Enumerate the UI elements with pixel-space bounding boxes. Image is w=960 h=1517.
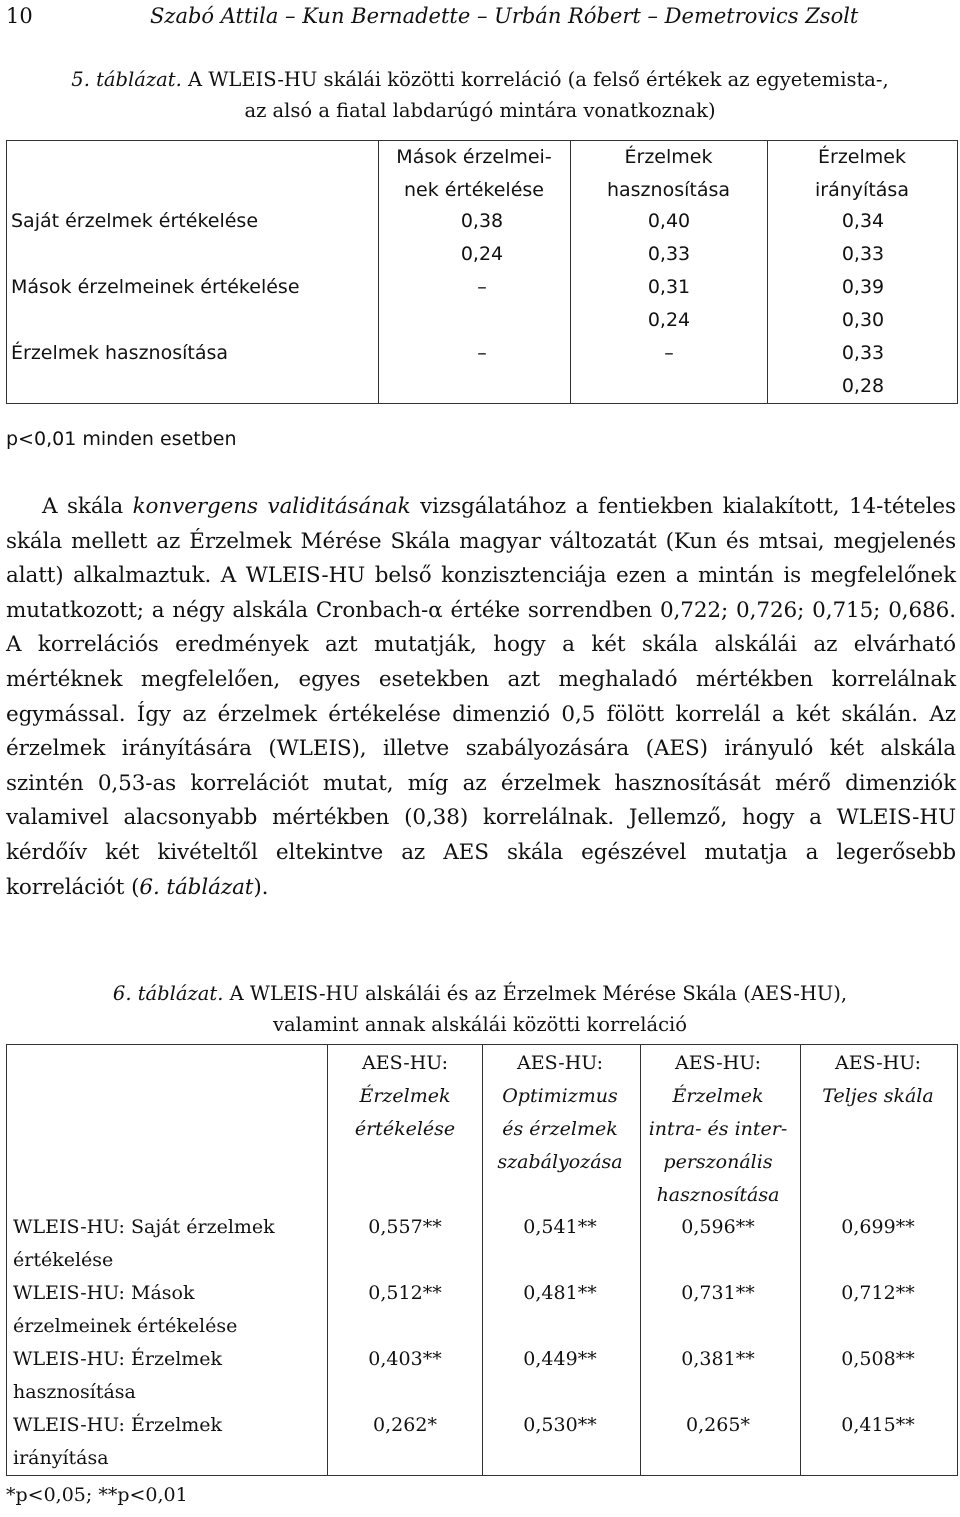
table6-divider: [640, 1045, 641, 1475]
emphasis: konvergens validitásának: [132, 494, 411, 519]
table5-cell: 0,38 0,24: [460, 210, 504, 265]
table-reference: 6. táblázat: [139, 874, 254, 900]
table6-cell: 0,530**: [523, 1414, 597, 1436]
table5-col-header: Érzelmek hasznosítása: [606, 146, 731, 201]
table6-label: 6. táblázat.: [112, 982, 224, 1005]
table6-caption: [0, 978, 960, 1040]
table6-cell: 0,699**: [841, 1216, 915, 1238]
table6-cell: 0,508**: [841, 1348, 915, 1370]
table5-caption: [0, 64, 960, 126]
table5-caption-line1: 5. táblázat. A WLEIS-HU skálái közötti korreláció (a felső értékek az egyetemista-,: [71, 68, 889, 91]
table6-cell: 0,712**: [841, 1282, 915, 1304]
table6-row-label: WLEIS-HU: Mások érzelmeinek értékelése: [13, 1282, 238, 1337]
table5-caption-line2: az alsó a fiatal labdarúgó mintára vonatkoznak): [244, 99, 716, 122]
table5-cell: 0,34 0,33: [841, 210, 885, 265]
table6-cell: 0,512**: [368, 1282, 442, 1304]
table6-cell: 0,415**: [841, 1414, 915, 1436]
table6-caption-line1: 6. táblázat. A WLEIS-HU alskálái és az Érzelmek Mérése Skála (AES-HU),: [112, 982, 848, 1005]
table6-row-label: WLEIS-HU: Érzelmek hasznosítása: [13, 1348, 223, 1403]
table6-row-label: WLEIS-HU: Érzelmek irányítása: [13, 1414, 223, 1469]
table6-cell: 0,596**: [681, 1216, 755, 1238]
table5-cell: –: [477, 276, 487, 298]
table6-col-header: AES-HU: Optimizmus és érzelmek szabályozása: [497, 1052, 623, 1173]
table6-divider: [800, 1045, 801, 1475]
body-paragraph: [6, 490, 956, 905]
table6-row-label: WLEIS-HU: Saját érzelmek értékelése: [13, 1216, 275, 1271]
table6-cell: 0,449**: [523, 1348, 597, 1370]
table6-cell: 0,481**: [523, 1282, 597, 1304]
table6: [6, 1044, 958, 1476]
table6-col-header: AES-HU: Érzelmek értékelése: [354, 1052, 456, 1140]
table5: [6, 140, 958, 404]
table5-cell: 0,39 0,30: [841, 276, 885, 331]
table6-divider: [482, 1045, 483, 1475]
table5-cell: –: [664, 342, 674, 364]
table6-cell: 0,731**: [681, 1282, 755, 1304]
table5-cell: 0,31 0,24: [647, 276, 691, 331]
page-number: 10: [6, 4, 33, 28]
table6-cell: 0,541**: [523, 1216, 597, 1238]
table5-col-header: Mások érzelmei- nek értékelése: [396, 146, 552, 201]
table5-col-header: Érzelmek irányítása: [815, 146, 909, 201]
running-header: [0, 4, 960, 34]
table6-cell: 0,262*: [373, 1414, 437, 1436]
table6-col-header: AES-HU: Teljes skála: [822, 1052, 934, 1107]
table5-cell: 0,33 0,28: [841, 342, 885, 397]
running-head-authors: Szabó Attila – Kun Bernadette – Urbán Róbert – Demetrovics Zsolt: [150, 4, 859, 28]
table6-caption-line2: valamint annak alskálái közötti korreláció: [273, 1013, 687, 1036]
table6-cell: 0,557**: [368, 1216, 442, 1238]
table6-cell: 0,403**: [368, 1348, 442, 1370]
table5-cell: –: [477, 342, 487, 364]
table6-cell: 0,265*: [686, 1414, 750, 1436]
table5-row-label: Mások érzelmeinek értékelése: [11, 276, 300, 298]
table5-row-label: Saját érzelmek értékelése: [11, 210, 259, 232]
table5-cell: 0,40 0,33: [647, 210, 691, 265]
table5-note: p<0,01 minden esetben: [6, 428, 237, 450]
table6-note: *p<0,05; **p<0,01: [6, 1484, 188, 1506]
paragraph: A skála konvergens validitásának vizsgálatához a fentiekben kialakított, 14-tételes skála mellett az Érzelmek Mérése Skála magyar változatát (Kun és mtsai, megjelenés alatt) alkalmaztuk. A WLEIS-HU belső konzisztenciája ezen a mintán is megfelelőnek mutatkozott; a négy alskála Cronbach-α értéke sorrendben 0,722; 0,726; 0,715; 0,686. A korrelációs eredmények azt mutatják, hogy a két skála alskálái az elvárható mértéknek megfelelően, egyes esetekben azt meghaladó mértékben korrelálnak egymással. Így az érzelmek értékelése dimenzió 0,5 fölött korrelál a két skálán. Az érzelmek irányítására (WLEIS), illetve szabályozására (AES) irányuló két alskála szintén 0,53-as korrelációt mutat, míg az érzelmek hasznosítását mérő dimenziók valamivel alacsonyabb mértékben (0,38) korrelálnak. Jellemző, hogy a WLEIS-HU kérdőív két kivételtől eltekintve az AES skála egészével mutatja a legerősebb korrelációt (6. táblázat).: [6, 494, 956, 900]
table5-row-label: Érzelmek hasznosítása: [11, 342, 229, 364]
table6-cell: 0,381**: [681, 1348, 755, 1370]
table6-col-header: AES-HU: Érzelmek intra- és inter- perszonális hasznosítása: [648, 1052, 788, 1206]
table5-label: 5. táblázat.: [71, 68, 182, 91]
